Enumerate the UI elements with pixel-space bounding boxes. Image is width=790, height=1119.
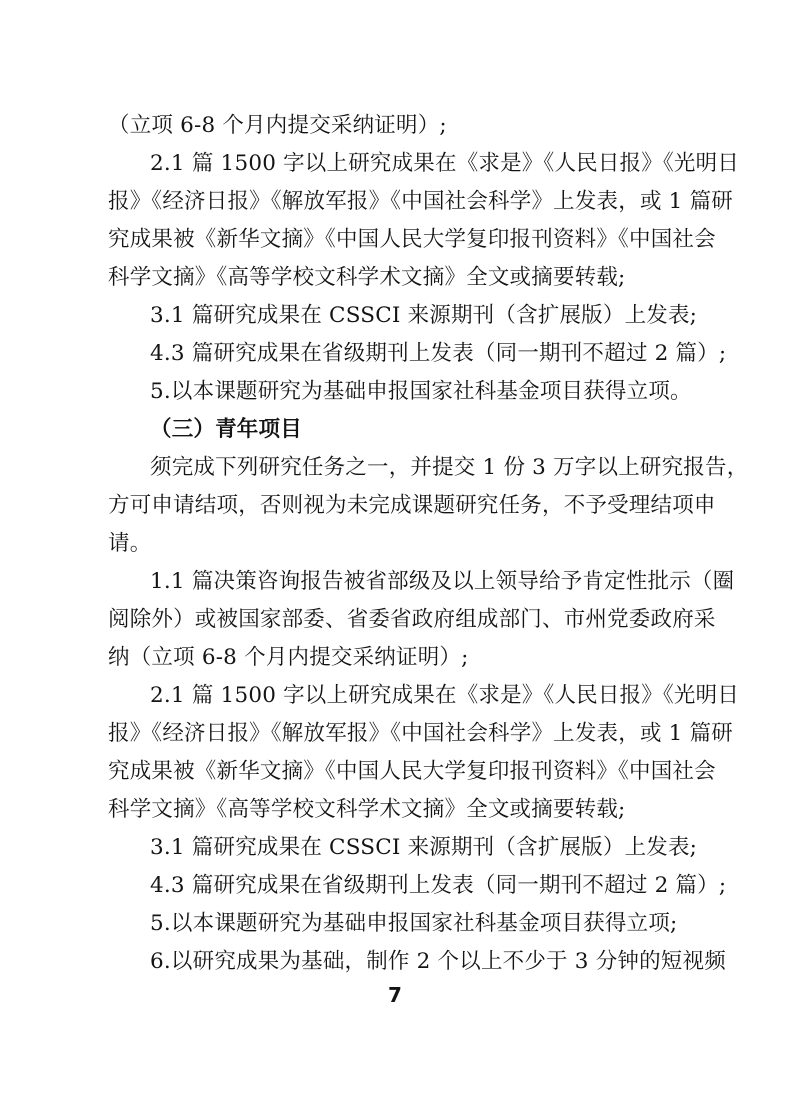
- text-line: 1.1 篇决策咨询报告被省部级及以上领导给予肯定性批示（圈: [150, 569, 735, 594]
- text-line: 3.1 篇研究成果在 CSSCI 来源期刊（含扩展版）上发表;: [150, 303, 698, 328]
- text-line: 究成果被《新华文摘》《中国人民大学复印报刊资料》《中国社会: [108, 759, 716, 784]
- page-number: 7: [388, 983, 402, 1007]
- text-line: 须完成下列研究任务之一，并提交 1 份 3 万字以上研究报告，: [150, 455, 749, 480]
- text-line: 报》《经济日报》《解放军报》《中国社会科学》上发表，或 1 篇研: [108, 721, 734, 746]
- text-line: 请。: [108, 531, 152, 556]
- text-line: 方可申请结项，否则视为未完成课题研究任务，不予受理结项申: [108, 493, 716, 518]
- text-line: 4.3 篇研究成果在省级期刊上发表（同一期刊不超过 2 篇）;: [150, 341, 727, 366]
- text-line: 5.以本课题研究为基础申报国家社科基金项目获得立项。: [150, 379, 692, 404]
- text-line: （立项 6-8 个月内提交采纳证明）;: [108, 113, 447, 138]
- text-line: 3.1 篇研究成果在 CSSCI 来源期刊（含扩展版）上发表;: [150, 835, 698, 860]
- text-line: 6.以研究成果为基础，制作 2 个以上不少于 3 分钟的短视频: [150, 949, 726, 974]
- text-line: 5.以本课题研究为基础申报国家社科基金项目获得立项;: [150, 911, 678, 936]
- text-line: 报》《经济日报》《解放军报》《中国社会科学》上发表，或 1 篇研: [108, 189, 734, 214]
- text-line: 4.3 篇研究成果在省级期刊上发表（同一期刊不超过 2 篇）;: [150, 873, 727, 898]
- text-line: 2.1 篇 1500 字以上研究成果在《求是》《人民日报》《光明日: [150, 151, 740, 176]
- text-line: 科学文摘》《高等学校文科学术文摘》全文或摘要转载;: [108, 797, 626, 822]
- text-line: 2.1 篇 1500 字以上研究成果在《求是》《人民日报》《光明日: [150, 683, 740, 708]
- text-line: 科学文摘》《高等学校文科学术文摘》全文或摘要转载;: [108, 265, 626, 290]
- text-line: 阅除外）或被国家部委、省委省政府组成部门、市州党委政府采: [108, 607, 716, 632]
- section-heading: （三）青年项目: [150, 417, 302, 442]
- text-line: 究成果被《新华文摘》《中国人民大学复印报刊资料》《中国社会: [108, 227, 716, 252]
- text-line: 纳（立项 6-8 个月内提交采纳证明）;: [108, 645, 469, 670]
